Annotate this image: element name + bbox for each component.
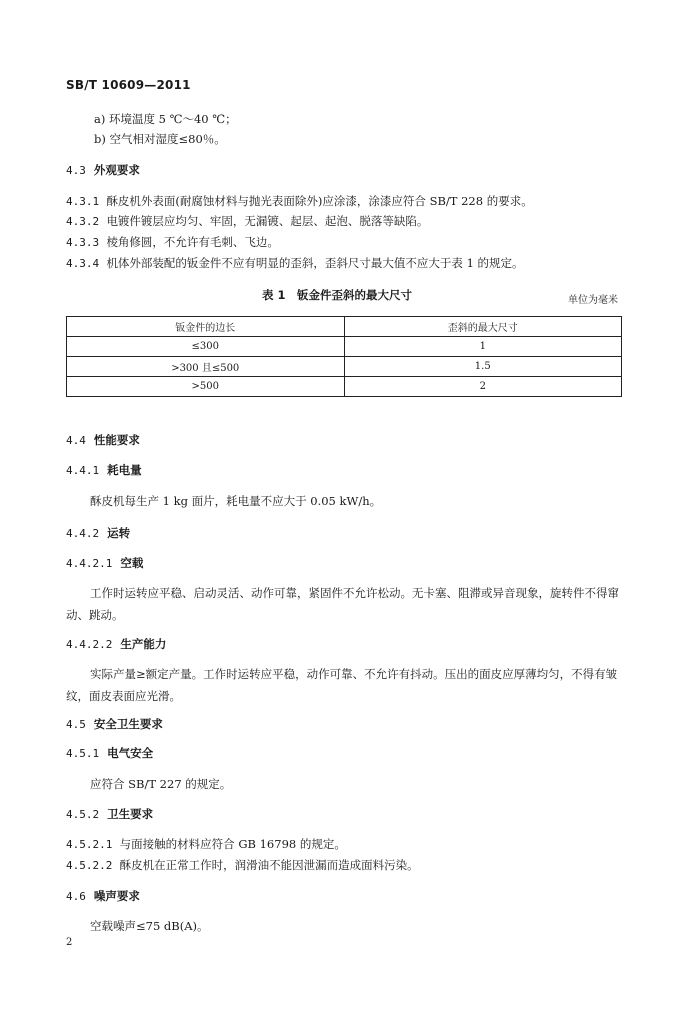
clause-4-5-2-heading — [66, 806, 153, 822]
clause-number: 4.3.4 — [66, 257, 100, 270]
table-cell: >500 — [67, 377, 345, 397]
clause-text: 电镀件镀层应均匀、牢固，无漏镀、起层、起泡、脱落等缺陷。 — [106, 214, 429, 228]
clause-title: 耗电量 — [107, 463, 142, 477]
clause-4-5-1-text: 应符合 SB/T 227 的规定。 — [90, 777, 232, 791]
clause-4-4-2-2-heading — [66, 636, 166, 652]
table-row — [67, 377, 622, 397]
clause-text: 与面接触的材料应符合 GB 16798 的规定。 — [119, 837, 346, 851]
section-number: 4.6 — [66, 890, 86, 903]
table-unit-note: 单位为毫米 — [568, 295, 618, 306]
clause-4-4-1-heading — [66, 462, 142, 478]
clause-title: 运转 — [107, 526, 131, 540]
table-row — [67, 357, 622, 377]
clause-4-5-1-heading — [66, 745, 153, 761]
clause-text: 酥皮机在正常工作时，润滑油不能因泄漏而造成面料污染。 — [119, 858, 419, 872]
section-4-3-heading — [66, 162, 140, 178]
section-4-4-heading — [66, 432, 140, 448]
section-4-5-heading — [66, 716, 163, 732]
standard-code: SB/T 10609—2011 — [66, 78, 191, 92]
sheet-metal-skew-table — [66, 316, 622, 397]
table-cell: 2 — [344, 377, 622, 397]
table-cell: 1 — [344, 337, 622, 357]
clause-title: 卫生要求 — [107, 807, 154, 821]
table-header-cell: 歪斜的最大尺寸 — [344, 317, 622, 337]
section-number: 4.4 — [66, 434, 86, 447]
section-number: 4.3 — [66, 164, 86, 177]
clause-4-4-2-1-heading — [66, 555, 143, 571]
clause-title: 电气安全 — [107, 746, 154, 760]
clause-4-6-text: 空载噪声≤75 dB(A)。 — [90, 919, 209, 933]
page-number: 2 — [66, 937, 73, 948]
clause-number: 4.4.2.2 — [66, 638, 113, 651]
clause-number: 4.5.2 — [66, 808, 100, 821]
section-title: 性能要求 — [93, 433, 140, 447]
clause-title: 生产能力 — [120, 637, 167, 651]
clause-4-4-2-1-text: 工作时运转应平稳、启动灵活、动作可靠，紧固件不允许松动。无卡塞、阻滞或异音现象，旋转件不得窜动、跳动。 — [66, 586, 619, 622]
clause-number: 4.4.2.1 — [66, 557, 113, 570]
table-cell: >300 且≤500 — [67, 357, 345, 377]
clause-4-4-2-heading — [66, 525, 130, 541]
clause-4-5-2-1 — [66, 836, 346, 852]
env-item-a: a) 环境温度 5 ℃～40 ℃； — [94, 112, 237, 126]
clause-number: 4.3.3 — [66, 236, 100, 249]
clause-number: 4.5.2.1 — [66, 838, 113, 851]
clause-4-3-2 — [66, 213, 428, 229]
section-title: 外观要求 — [93, 163, 140, 177]
clause-number: 4.5.1 — [66, 747, 100, 760]
clause-4-5-2-2 — [66, 857, 419, 873]
clause-number: 4.3.2 — [66, 215, 100, 228]
table-title: 表 1 钣金件歪斜的最大尺寸 — [262, 288, 413, 302]
table-header-row — [67, 317, 622, 337]
section-title: 噪声要求 — [93, 889, 140, 903]
section-number: 4.5 — [66, 718, 86, 731]
clause-4-3-3 — [66, 234, 279, 250]
table-cell: 1.5 — [344, 357, 622, 377]
clause-4-3-4 — [66, 255, 524, 271]
table-cell: ≤300 — [67, 337, 345, 357]
clause-4-4-1-text: 酥皮机每生产 1 kg 面片，耗电量不应大于 0.05 kW/h。 — [90, 494, 382, 508]
clause-title: 空载 — [120, 556, 144, 570]
clause-number: 4.4.2 — [66, 527, 100, 540]
env-item-b: b) 空气相对湿度≤80％。 — [94, 132, 226, 146]
table-header-cell: 钣金件的边长 — [67, 317, 345, 337]
clause-4-3-1 — [66, 193, 533, 209]
section-title: 安全卫生要求 — [93, 717, 163, 731]
clause-text: 棱角修圆，不允许有毛刺、飞边。 — [106, 235, 279, 249]
clause-text: 酥皮机外表面(耐腐蚀材料与抛光表面除外)应涂漆，涂漆应符合 SB/T 228 的要求。 — [106, 194, 533, 208]
table-row — [67, 337, 622, 357]
clause-number: 4.3.1 — [66, 195, 100, 208]
clause-4-4-2-2-text: 实际产量≥额定产量。工作时运转应平稳，动作可靠、不允许有抖动。压出的面皮应厚薄均匀，不得有皱纹，面皮表面应光滑。 — [66, 667, 618, 703]
clause-number: 4.4.1 — [66, 464, 100, 477]
clause-number: 4.5.2.2 — [66, 859, 113, 872]
section-4-6-heading — [66, 888, 140, 904]
clause-text: 机体外部装配的钣金件不应有明显的歪斜，歪斜尺寸最大值不应大于表 1 的规定。 — [106, 256, 524, 270]
